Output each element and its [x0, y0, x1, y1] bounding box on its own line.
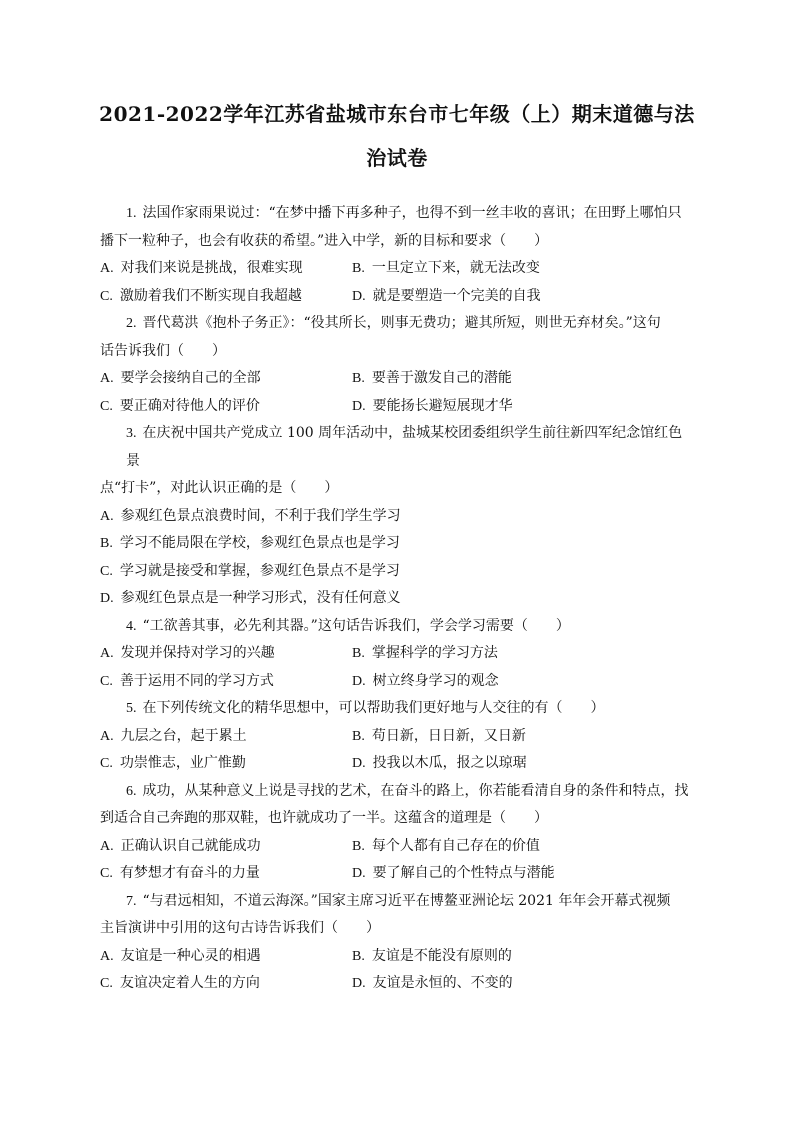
option-text: 参观红色景点是一种学习形式，没有任何意义 — [120, 590, 401, 606]
option-b — [352, 723, 652, 751]
option-letter: A. — [100, 646, 114, 661]
option-text: 激励着我们不断实现自我超越 — [119, 287, 302, 304]
option-letter: D. — [352, 866, 366, 881]
option-row — [100, 255, 696, 283]
option-b — [352, 255, 652, 283]
option-letter: D. — [352, 288, 366, 304]
question-stem — [126, 200, 696, 228]
option-letter: A. — [100, 838, 114, 854]
option-row — [100, 530, 696, 558]
option-a — [100, 255, 352, 283]
option-row — [100, 283, 696, 311]
option-text: 投我以木瓜，报之以琼琚 — [372, 755, 527, 771]
option-letter: C. — [100, 756, 113, 771]
option-row — [100, 750, 696, 778]
option-text: 友谊是永恒的、不变的 — [372, 975, 513, 991]
option-a — [100, 503, 660, 531]
option-row — [100, 393, 696, 421]
option-letter: A. — [100, 508, 114, 524]
option-c — [100, 558, 660, 586]
option-text: 一旦定立下来，就无法改变 — [371, 260, 540, 276]
option-text: 参观红色景点浪费时间，不利于我们学生学习 — [120, 507, 401, 524]
option-d — [352, 283, 652, 311]
option-a — [100, 833, 352, 861]
question-list — [100, 200, 696, 998]
question-3 — [100, 420, 696, 613]
option-text: 学习不能局限在学校，参观红色景点也是学习 — [119, 535, 400, 551]
option-letter: D. — [352, 673, 366, 689]
option-b — [100, 530, 660, 558]
option-letter: B. — [352, 838, 365, 854]
option-letter: A. — [100, 728, 114, 744]
question-1 — [100, 200, 696, 310]
option-row — [100, 585, 696, 613]
option-c — [100, 750, 352, 778]
option-row — [100, 640, 696, 668]
question-2 — [100, 310, 696, 420]
option-letter: D. — [352, 976, 366, 991]
question-6 — [100, 778, 696, 888]
option-c — [100, 860, 352, 888]
option-letter: B. — [352, 261, 365, 276]
question-stem — [126, 310, 696, 338]
option-letter: B. — [100, 536, 113, 551]
option-c — [100, 283, 352, 311]
option-letter: A. — [100, 261, 114, 276]
option-letter: C. — [100, 563, 113, 579]
option-letter: D. — [100, 591, 114, 606]
option-letter: D. — [352, 756, 366, 771]
question-stem — [126, 695, 696, 723]
question-stem — [126, 420, 696, 475]
stem-line-2: 点“打卡”，对此认识正确的是（ ） — [100, 480, 339, 496]
option-text: 掌握科学的学习方法 — [371, 645, 498, 661]
stem-line-1: 晋代葛洪《抱朴子务正》：“役其所长，则事无费功；避其所短，则世无弃材矣。”这句 — [142, 315, 661, 331]
stem-line-1: 在下列传统文化的精华思想中，可以帮助我们更好地与人交往的有（ ） — [142, 700, 605, 716]
option-text: 善于运用不同的学习方式 — [119, 672, 274, 689]
option-letter: C. — [100, 976, 113, 991]
option-text: 学习就是接受和掌握，参观红色景点不是学习 — [119, 562, 400, 579]
option-a — [100, 723, 352, 751]
option-text: 正确认识自己就能成功 — [120, 837, 261, 854]
question-number: 2. — [126, 316, 137, 331]
option-row — [100, 943, 696, 971]
option-letter: C. — [100, 288, 113, 304]
option-text: 友谊是一种心灵的相遇 — [120, 947, 261, 964]
option-letter: B. — [352, 948, 365, 964]
question-number: 5. — [126, 701, 137, 716]
option-letter: A. — [100, 371, 114, 386]
option-c — [100, 668, 352, 696]
option-row — [100, 970, 696, 998]
option-row — [100, 860, 696, 888]
option-a — [100, 640, 352, 668]
question-number: 4. — [126, 618, 137, 634]
option-text: 九层之台，起于累土 — [120, 727, 247, 744]
option-text: 苟日新，日日新，又日新 — [371, 727, 526, 744]
option-b — [352, 640, 652, 668]
question-number: 3. — [126, 426, 137, 441]
stem-line-1: 在庆祝中国共产党成立 100 周年活动中，盐城某校团委组织学生前往新四军纪念馆红色景 — [126, 425, 683, 469]
option-c — [100, 393, 352, 421]
question-stem — [126, 778, 696, 806]
option-letter: C. — [100, 398, 113, 414]
option-text: 要善于激发自己的潜能 — [371, 370, 512, 386]
stem-line-1: “与君远相知，不道云海深。”国家主席习近平在博鳌亚洲论坛 2021 年年会开幕式视频 — [142, 892, 671, 909]
question-4 — [100, 613, 696, 696]
option-row — [100, 723, 696, 751]
option-letter: C. — [100, 866, 113, 881]
question-stem — [126, 613, 696, 641]
option-a — [100, 943, 352, 971]
stem-line-1: “工欲善其事，必先利其器。”这句话告诉我们，学会学习需要（ ） — [142, 617, 570, 634]
question-stem — [126, 888, 696, 916]
option-c — [100, 970, 352, 998]
page-title — [90, 92, 704, 180]
option-letter: B. — [352, 728, 365, 744]
title-line-1: 2021-2022学年江苏省盐城市东台市七年级（上）期末道德与法 — [99, 102, 695, 126]
option-b — [352, 833, 652, 861]
option-row — [100, 668, 696, 696]
option-text: 就是要塑造一个完美的自我 — [372, 287, 541, 304]
stem-line-1: 法国作家雨果说过：“在梦中播下再多种子，也得不到一丝丰收的喜讯；在田野上哪怕只 — [142, 205, 682, 221]
option-b — [352, 365, 652, 393]
option-row — [100, 503, 696, 531]
title-line-2: 治试卷 — [366, 146, 428, 170]
option-letter: B. — [352, 646, 365, 661]
stem-line-2: 播下一粒种子，也会有收获的希望。”进入中学，新的目标和要求（ ） — [100, 232, 549, 249]
option-a — [100, 365, 352, 393]
option-letter: A. — [100, 948, 114, 964]
option-text: 要学会接纳自己的全部 — [120, 370, 261, 386]
stem-line-2: 主旨演讲中引用的这句古诗告诉我们（ ） — [100, 920, 380, 936]
option-row — [100, 558, 696, 586]
option-text: 发现并保持对学习的兴趣 — [120, 645, 275, 661]
stem-line-1: 成功，从某种意义上说是寻找的艺术，在奋斗的路上，你若能看清自身的条件和特点，找 — [142, 782, 689, 799]
option-text: 功崇惟志，业广惟勤 — [119, 755, 246, 771]
option-d — [352, 668, 652, 696]
option-text: 对我们来说是挑战，很难实现 — [120, 260, 303, 276]
option-text: 树立终身学习的观念 — [372, 672, 499, 689]
question-5 — [100, 695, 696, 778]
question-number: 6. — [126, 783, 137, 799]
question-7 — [100, 888, 696, 998]
option-row — [100, 365, 696, 393]
option-text: 友谊决定着人生的方向 — [119, 975, 260, 991]
option-text: 要了解自己的个性特点与潜能 — [372, 865, 555, 881]
option-b — [352, 943, 652, 971]
question-number: 7. — [126, 893, 137, 909]
option-text: 有梦想才有奋斗的力量 — [119, 865, 260, 881]
option-d — [352, 970, 652, 998]
option-letter: D. — [352, 398, 366, 414]
option-letter: C. — [100, 673, 113, 689]
option-text: 要正确对待他人的评价 — [119, 397, 260, 414]
option-text: 要能扬长避短展现才华 — [372, 397, 513, 414]
option-d — [352, 393, 652, 421]
question-number: 1. — [126, 206, 137, 221]
option-d — [352, 750, 652, 778]
option-d — [100, 585, 660, 613]
option-text: 每个人都有自己存在的价值 — [371, 837, 540, 854]
option-row — [100, 833, 696, 861]
option-d — [352, 860, 652, 888]
option-letter: B. — [352, 371, 365, 386]
stem-line-2: 话告诉我们（ ） — [100, 342, 226, 359]
option-text: 友谊是不能没有原则的 — [371, 947, 512, 964]
stem-line-2: 到适合自己奔跑的那双鞋，也许就成功了一半。这蕴含的道理是（ ） — [100, 810, 548, 826]
